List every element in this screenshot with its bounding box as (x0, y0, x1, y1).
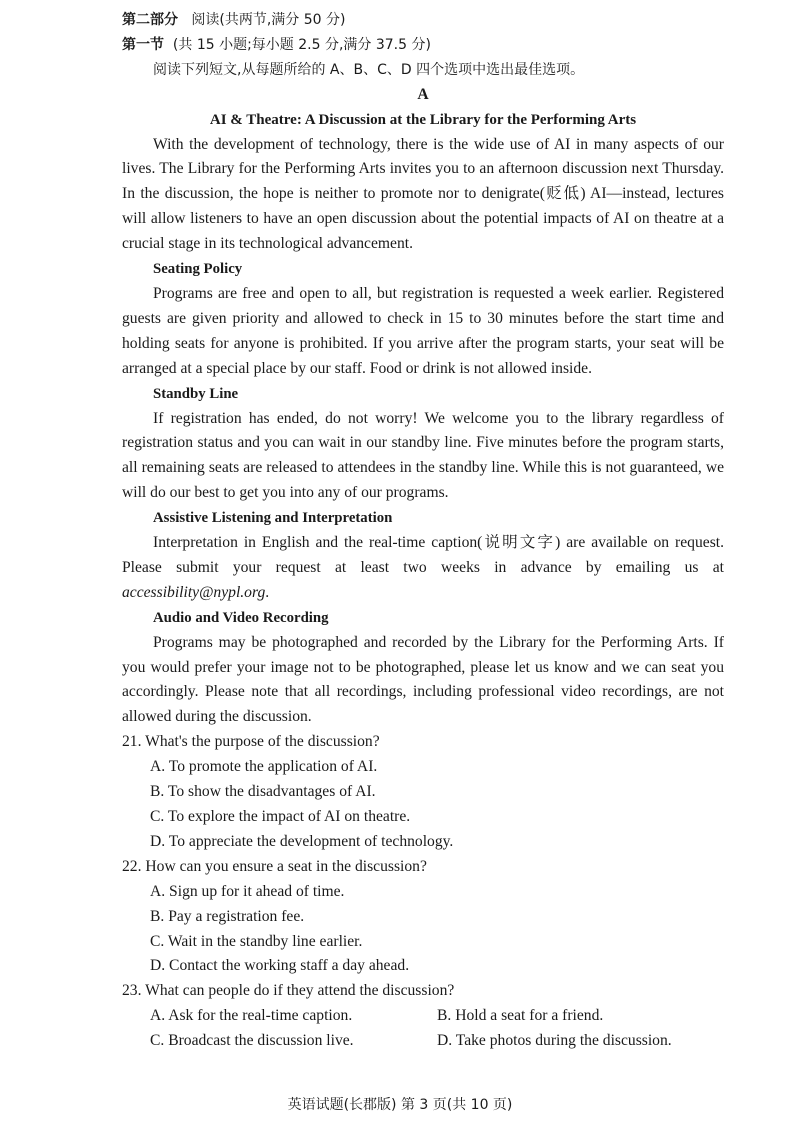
passage-label: A (417, 85, 429, 103)
question-23 (122, 979, 724, 1054)
section-note: (共 15 小题;每小题 2.5 分,满分 37.5 分) (172, 36, 431, 53)
section-heading-seating: Seating Policy (153, 261, 243, 278)
section-heading-standby: Standby Line (153, 385, 239, 402)
option-d: D. Contact the working staff a day ahead. (150, 957, 410, 975)
options-row (122, 1029, 724, 1054)
email-address: accessibility@nypl.org (122, 583, 266, 601)
option-b: B. Hold a seat for a friend. (437, 1007, 604, 1025)
options-row (122, 1004, 724, 1029)
option-b: B. Pay a registration fee. (150, 907, 305, 925)
part-heading (122, 8, 724, 33)
section-text-standby: If registration has ended, do not worry! We welcome you to the library regardless of registration status and you can wait in our standby line. Five minutes before the program starts, all remaining seats are released to attendees in the standby line. While this is not guaranteed, we will do our best to get you into any of our programs. (122, 409, 724, 502)
option-c: C. To explore the impact of AI on theatre. (150, 808, 411, 825)
passage-intro: With the development of technology, there is the wide use of AI in many aspects of our lives. The Library for the Performing Arts invites you to an afternoon discussion next Thursday. In the discussion, the hope is neither to promote nor to denigrate(贬低) AI—instead, lectures will allow listeners to have an open discussion about the potential impacts of AI on theatre at a crucial stage in its technological advancement. (122, 135, 724, 253)
option-a: A. Sign up for it ahead of time. (150, 882, 345, 900)
part-title: 阅读(共两节,满分 50 分) (191, 12, 346, 28)
option-a: A. Ask for the real-time caption. (150, 1007, 353, 1025)
section-heading (122, 33, 724, 58)
exam-page (122, 8, 724, 1054)
question-stem: 23. What can people do if they attend the discussion? (122, 982, 455, 1000)
question-21 (122, 730, 724, 855)
passage-title: AI & Theatre: A Discussion at the Library for the Performing Arts (209, 111, 637, 128)
part-label: 第二部分 (122, 12, 178, 28)
instruction: 阅读下列短文,从每题所给的 A、B、C、D 四个选项中选出最佳选项。 (153, 61, 585, 78)
option-c: C. Wait in the standby line earlier. (150, 932, 363, 950)
option-a: A. To promote the application of AI. (150, 758, 378, 776)
section-heading-assistive: Assistive Listening and Interpretation (153, 510, 393, 527)
section-heading-recording: Audio and Video Recording (153, 609, 329, 626)
assistive-text: Interpretation in English and the real-time caption(说明文字) are available on request. Please submit your request at least two weeks in advance by emailing us at (122, 534, 724, 576)
option-d: D. To appreciate the development of technology. (150, 832, 454, 850)
assistive-tail: . (265, 583, 270, 601)
question-stem: 21. What's the purpose of the discussion? (122, 733, 380, 751)
option-d: D. Take photos during the discussion. (437, 1032, 672, 1050)
question-stem: 22. How can you ensure a seat in the discussion? (122, 857, 427, 875)
option-b: B. To show the disadvantages of AI. (150, 783, 376, 801)
section-text-assistive (122, 531, 724, 606)
section-text-seating: Programs are free and open to all, but registration is requested a week earlier. Registered guests are given priority and allowed to check in 15 to 30 minutes before the start time and holding seats for anyone is prohibited. If you arrive after the program starts, your seat will be arranged at a special place by our staff. Food or drink is not allowed inside. (122, 284, 724, 377)
section-text-recording: Programs may be photographed and recorded by the Library for the Performing Arts. If you would prefer your image not to be photographed, please let us know and we can seat you accordingly. Please note that all recordings, including professional video recordings, are not allowed during the discussion. (122, 633, 724, 726)
section-label: 第一节 (122, 36, 164, 53)
option-c: C. Broadcast the discussion live. (150, 1032, 354, 1050)
page-footer: 英语试题(长郡版) 第 3 页(共 10 页) (287, 1097, 513, 1113)
question-22 (122, 855, 724, 980)
